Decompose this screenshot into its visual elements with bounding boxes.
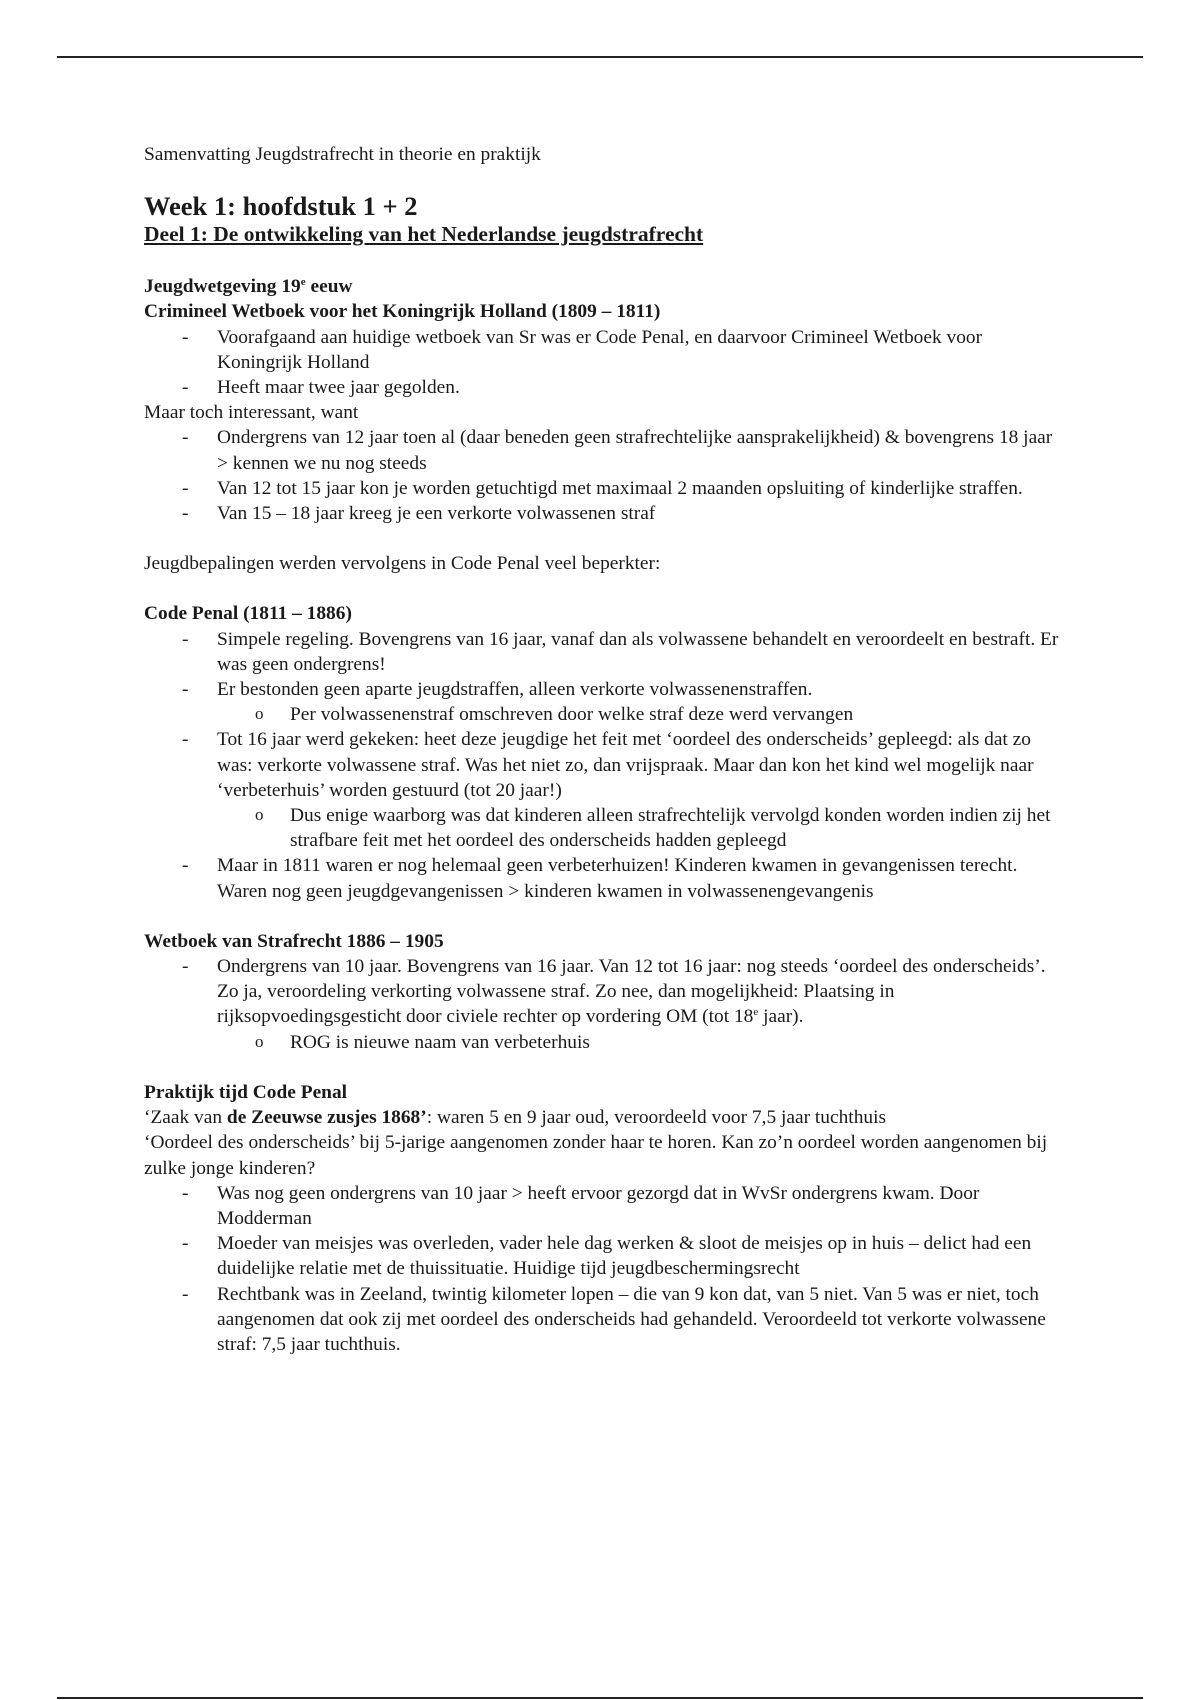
list-item-text: jaar). [758, 1006, 804, 1028]
sub-list-item: o Dus enige waarborg was dat kinderen alleen strafrechtelijk vervolgd konden worden indien zij het strafbare feit met het oordeel des onderscheids hadden gepleegd [217, 803, 1064, 853]
list-item: - Maar in 1811 waren er nog helemaal geen verbeterhuizen! Kinderen kwamen in gevangenissen terecht. Waren nog geen jeugdgevangenissen > kinderen kwamen in volwassenengevangenis [144, 853, 1064, 903]
sub-list [217, 803, 1064, 853]
paragraph-case [144, 1105, 1064, 1130]
section-heading-jeugdwetgeving [144, 274, 1064, 299]
bullet-list [144, 425, 1064, 526]
section-heading-praktijk: Praktijk tijd Code Penal [144, 1081, 348, 1103]
part-heading: Deel 1: De ontwikkeling van het Nederlandse jeugdstrafrecht [144, 222, 704, 247]
paragraph: Jeugdbepalingen werden vervolgens in Code Penal veel beperkter: [144, 553, 661, 575]
heading-text: eeuw [305, 276, 353, 298]
bullet-list [144, 325, 1064, 401]
list-item: - Rechtbank was in Zeeland, twintig kilometer lopen – die van 9 kon dat, van 5 niet. Van 5 was er niet, toch aangenomen dat ook zij met oordeel des onderscheids had gehandeld. Veroordeeld tot verkorte volwassene straf: 7,5 jaar tuchthuis. [144, 1282, 1064, 1358]
list-item: - Was nog geen ondergrens van 10 jaar > heeft ervoor gezorgd dat in WvSr ondergrens kwam. Door Modderman [144, 1181, 1064, 1231]
list-item [144, 954, 1064, 1055]
document-page [144, 142, 1064, 1357]
bullet-list [144, 954, 1064, 1055]
week-heading: Week 1: hoofdstuk 1 + 2 [144, 191, 418, 222]
list-item-text: Er bestonden geen aparte jeugdstraffen, alleen verkorte volwassenenstraffen. [217, 679, 813, 701]
list-item: - Heeft maar twee jaar gegolden. [144, 375, 1064, 400]
list-item [144, 677, 1064, 727]
case-name: de Zeeuwse zusjes 1868’ [226, 1107, 427, 1129]
superscript: e [300, 276, 306, 289]
bullet-list [144, 1181, 1064, 1357]
case-text: ‘Zaak van [144, 1107, 227, 1129]
spacer [144, 904, 1064, 929]
heading-text: Jeugdwetgeving 19 [144, 276, 301, 298]
list-item: - Moeder van meisjes was overleden, vader hele dag werken & sloot de meisjes op in huis – delict had een duidelijke relatie met de thuissituatie. Huidige tijd jeugdbeschermingsrecht [144, 1231, 1064, 1281]
list-item [144, 727, 1064, 853]
list-item: - Ondergrens van 12 jaar toen al (daar beneden geen strafrechtelijke aansprakelijkheid) & bovengrens 18 jaar > kennen we nu nog steeds [144, 425, 1064, 475]
spacer [144, 576, 1064, 601]
spacer [144, 1055, 1064, 1080]
sub-list-item: o ROG is nieuwe naam van verbeterhuis [217, 1030, 1064, 1055]
subheading-crimineel-wetboek: Crimineel Wetboek voor het Koningrijk Holland (1809 – 1811) [144, 301, 661, 323]
list-item: - Simpele regeling. Bovengrens van 16 jaar, vanaf dan als volwassene behandelt en veroordeelt en bestraft. Er was geen ondergrens! [144, 627, 1064, 677]
sub-list-item: o Per volwassenenstraf omschreven door welke straf deze werd vervangen [217, 702, 1064, 727]
sub-list [217, 1030, 1064, 1055]
list-item: - Van 12 tot 15 jaar kon je worden getuchtigd met maximaal 2 maanden opsluiting of kinderlijke straffen. [144, 476, 1064, 501]
section-heading-code-penal: Code Penal (1811 – 1886) [144, 603, 352, 625]
list-item: - Van 15 – 18 jaar kreeg je een verkorte volwassenen straf [144, 501, 1064, 526]
top-rule [57, 56, 1143, 58]
document-title: Samenvatting Jeugdstrafrecht in theorie en praktijk [144, 144, 541, 165]
superscript: e [753, 1006, 759, 1019]
bottom-rule [57, 1697, 1143, 1699]
paragraph: Maar toch interessant, want [144, 402, 359, 424]
list-item-text: Tot 16 jaar werd gekeken: heet deze jeugdige het feit met ‘oordeel des onderscheids’ gepleegd: als dat zo was: verkorte volwassene straf. Was het niet zo, dan vrijspraak. Maar dan kon het kind wel mogelijk naar ‘verbeterhuis’ worden gestuurd (tot 20 jaar!) [217, 729, 1034, 801]
paragraph: ‘Oordeel des onderscheids’ bij 5-jarige aangenomen zonder haar te horen. Kan zo’n oordeel worden aangenomen bij zulke jonge kinderen? [144, 1132, 1048, 1179]
list-item: - Voorafgaand aan huidige wetboek van Sr was er Code Penal, en daarvoor Crimineel Wetboek voor Koningrijk Holland [144, 325, 1064, 375]
spacer [144, 526, 1064, 551]
case-text: : waren 5 en 9 jaar oud, veroordeeld voor 7,5 jaar tuchthuis [426, 1107, 887, 1129]
sub-list [217, 702, 1064, 727]
bullet-list [144, 627, 1064, 904]
section-heading-wetboek-strafrecht: Wetboek van Strafrecht 1886 – 1905 [144, 930, 444, 952]
list-item-text: Ondergrens van 10 jaar. Bovengrens van 16 jaar. Van 12 tot 16 jaar: nog steeds ‘oordeel des onderscheids’. Zo ja, veroordeling verkorting volwassene straf. Zo nee, dan mogelijkheid: Plaatsing in rijksopvoedingsgesticht door civiele rechter op vordering OM (tot 18 [217, 956, 1046, 1028]
